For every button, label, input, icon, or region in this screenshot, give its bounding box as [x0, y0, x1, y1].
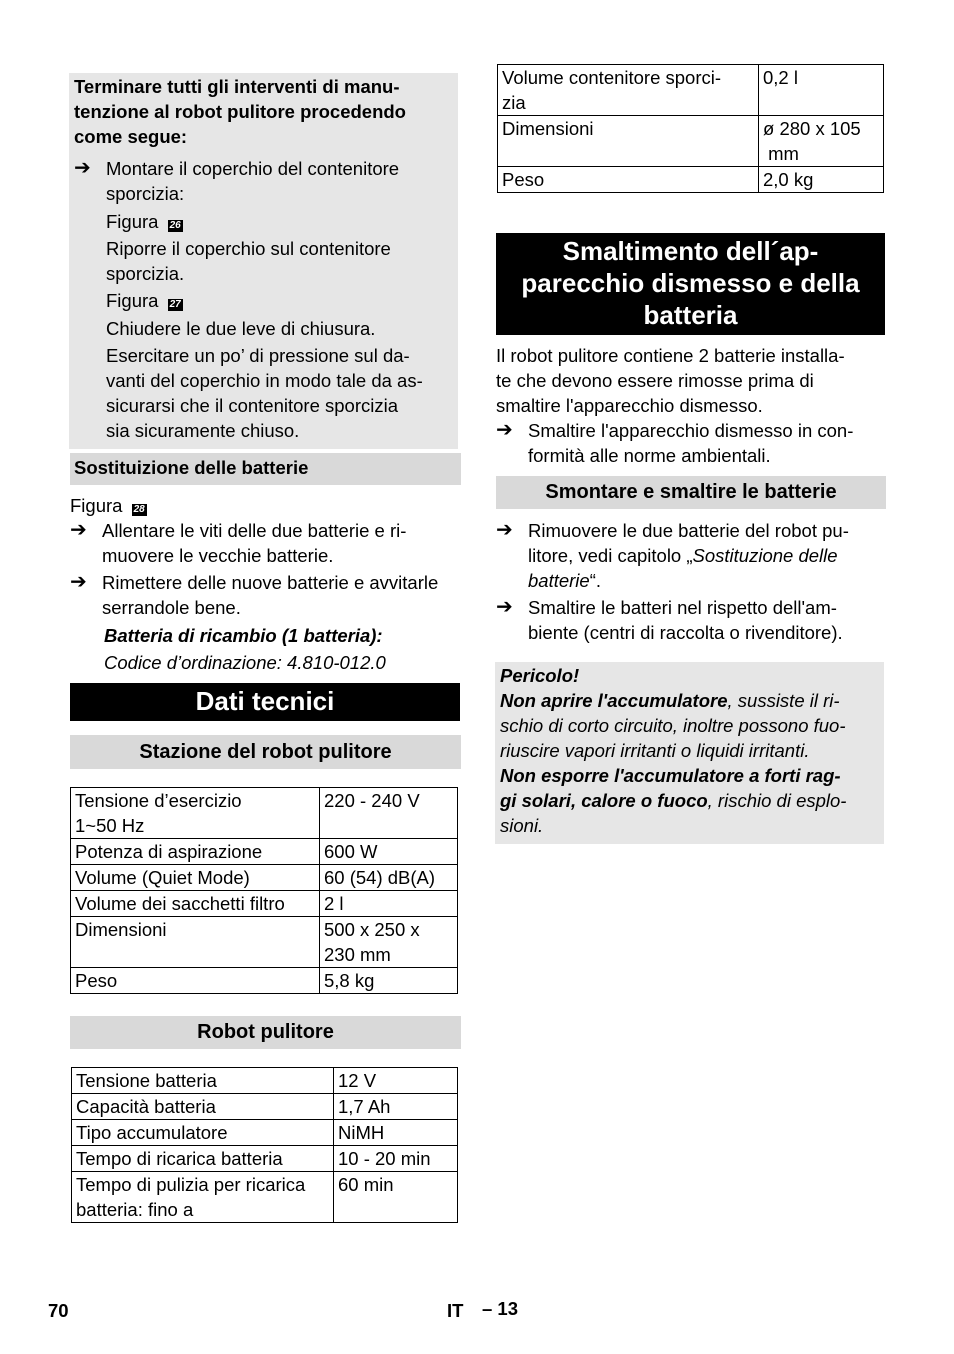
maintenance-step-2	[106, 236, 458, 286]
table-row	[498, 167, 884, 193]
text-line: smaltire l'apparecchio dismesso.	[496, 395, 763, 416]
cell-line: 230 mm	[324, 944, 391, 965]
figure-label: Figura	[106, 211, 159, 232]
text-line: vanti del coperchio in modo tale da as-	[106, 370, 423, 391]
text-line: Il robot pulitore contiene 2 batterie installa-	[496, 345, 845, 366]
cell-line: Tempo di pulizia per ricarica	[76, 1174, 306, 1195]
sub-page-number: – 13	[482, 1298, 519, 1319]
arrow-right-icon: ➔	[496, 519, 513, 541]
text-line: sporcizia:	[106, 183, 185, 204]
table-row	[498, 65, 884, 116]
arrow-right-icon: ➔	[496, 419, 513, 441]
text-span: , sussiste il ri-	[727, 690, 840, 711]
cell-line: 60 min	[338, 1174, 394, 1195]
spec-label-cell	[72, 1120, 334, 1146]
spec-label-cell	[71, 968, 320, 994]
maintenance-step-4	[106, 343, 458, 443]
cell-line: Tensione batteria	[76, 1070, 217, 1091]
spec-label-cell	[71, 917, 320, 968]
robot-heading: Robot pulitore	[70, 1016, 461, 1049]
figure-ref-28	[70, 493, 147, 518]
spec-value-cell	[334, 1120, 458, 1146]
text-line: sporcizia.	[106, 263, 185, 284]
table-row	[71, 839, 458, 865]
arrow-right-icon: ➔	[70, 571, 87, 593]
cell-line: Tempo di ricarica batteria	[76, 1148, 283, 1169]
warning-emphasis: Non aprire l'accumulatore	[500, 690, 728, 711]
order-code: Codice d’ordinazione: 4.810-012.0	[104, 652, 386, 673]
text-line: muovere le vecchie batterie.	[102, 545, 334, 566]
language-code: IT	[447, 1300, 464, 1321]
spare-battery-label: Batteria di ricambio (1 batteria):	[104, 625, 383, 646]
text-line: formità alle norme ambientali.	[528, 445, 771, 466]
chapter-reference: Sostituzione delle	[692, 545, 838, 566]
table-row	[71, 891, 458, 917]
text-line: serrandole bene.	[102, 597, 241, 618]
table-row	[72, 1172, 458, 1223]
text-line: Smaltire l'apparecchio dismesso in con-	[528, 420, 854, 441]
table-row	[71, 865, 458, 891]
cell-line: zia	[502, 92, 526, 113]
text-line: biente (centri di raccolta o rivenditore).	[528, 622, 843, 643]
maintenance-step-3: Chiudere le due leve di chiusura.	[106, 318, 376, 339]
cell-line: Peso	[502, 169, 545, 190]
spec-label-cell	[72, 1068, 334, 1094]
figure-ref-27	[106, 288, 183, 313]
cell-line: Potenza di aspirazione	[75, 841, 263, 862]
heading-line: batteria	[643, 300, 738, 330]
text-line	[500, 688, 884, 713]
cell-line: Tensione d’esercizio	[75, 790, 242, 811]
cell-line: 10 - 20 min	[338, 1148, 431, 1169]
arrow-right-icon: ➔	[496, 596, 513, 618]
chapter-reference: batterie	[528, 570, 590, 591]
cell-line: Dimensioni	[75, 919, 167, 940]
robot-spec-table	[71, 1067, 458, 1223]
spec-value-cell	[320, 968, 458, 994]
text-line	[500, 788, 884, 813]
robot-spec-table-cont	[497, 64, 884, 193]
spec-value-cell	[334, 1172, 458, 1223]
table-row	[498, 116, 884, 167]
battery-replace-heading: Sostituizione delle batterie	[70, 453, 461, 485]
cell-line: Volume dei sacchetti filtro	[75, 893, 285, 914]
cell-line: 500 x 250 x	[324, 919, 420, 940]
cell-line: 0,2 l	[763, 67, 798, 88]
text-line	[528, 568, 888, 593]
spec-value-cell	[759, 167, 884, 193]
maintenance-heading-line: Terminare tutti gli interventi di manu-	[74, 76, 400, 97]
cell-line: 2 l	[324, 893, 344, 914]
cell-line: ø 280 x 105	[763, 118, 861, 139]
figure-number-badge: 28	[133, 504, 145, 515]
spec-label-cell	[72, 1094, 334, 1120]
text-line: Rimettere delle nuove batterie e avvitarle	[102, 572, 439, 593]
table-row	[71, 968, 458, 994]
spec-value-cell	[320, 891, 458, 917]
cell-line: 600 W	[324, 841, 378, 862]
spec-value-cell	[334, 1146, 458, 1172]
figure-number-badge: 27	[169, 299, 181, 310]
text-line: sicurarsi che il contenitore sporcizia	[106, 395, 399, 416]
text-line: Esercitare un po’ di pressione sul da-	[106, 345, 410, 366]
cell-line: Tipo accumulatore	[76, 1122, 228, 1143]
text-span: “.	[589, 570, 602, 591]
spec-value-cell	[320, 788, 458, 839]
tech-data-heading: Dati tecnici	[70, 683, 460, 721]
cell-line: 60 (54) dB(A)	[324, 867, 436, 888]
cell-line: 5,8 kg	[324, 970, 375, 991]
spec-value-cell	[759, 65, 884, 116]
cell-line: 2,0 kg	[763, 169, 814, 190]
spec-label-cell	[71, 865, 320, 891]
spec-label-cell	[71, 839, 320, 865]
maintenance-heading-line: tenzione al robot pulitore procedendo	[74, 101, 406, 122]
table-row	[72, 1094, 458, 1120]
cell-line: Capacità batteria	[76, 1096, 216, 1117]
spec-label-cell	[71, 788, 320, 839]
spec-label-cell	[72, 1146, 334, 1172]
table-row	[72, 1120, 458, 1146]
cell-line: 1~50 Hz	[75, 815, 145, 836]
spec-value-cell	[320, 917, 458, 968]
spec-label-cell	[498, 65, 759, 116]
disposal-text	[496, 343, 888, 418]
arrow-right-icon: ➔	[74, 157, 91, 179]
cell-line: mm	[763, 143, 799, 164]
figure-number-badge: 26	[169, 220, 181, 231]
station-spec-table	[70, 787, 458, 994]
maintenance-heading-line: come segue:	[74, 126, 188, 147]
text-line: schio di corto circuito, inoltre possono fuo-	[500, 715, 846, 736]
cell-line: Volume (Quiet Mode)	[75, 867, 250, 888]
spec-value-cell	[320, 839, 458, 865]
danger-title: Pericolo!	[500, 665, 580, 686]
cell-line: Volume contenitore sporci-	[502, 67, 722, 88]
cell-line: 12 V	[338, 1070, 377, 1091]
cell-line: Peso	[75, 970, 118, 991]
spec-label-cell	[498, 167, 759, 193]
text-line: riuscire vapori irritanti o liquidi irritanti.	[500, 740, 810, 761]
figure-label: Figura	[70, 495, 123, 516]
spec-value-cell	[320, 865, 458, 891]
cell-line: NiMH	[338, 1122, 385, 1143]
text-span: litore, vedi capitolo „	[528, 545, 693, 566]
spec-value-cell	[334, 1068, 458, 1094]
spec-value-cell	[334, 1094, 458, 1120]
table-row	[72, 1146, 458, 1172]
heading-line: Smaltimento dell´ap-	[562, 236, 819, 266]
maintenance-heading	[74, 74, 458, 149]
text-line: sioni.	[500, 815, 544, 836]
table-row	[71, 788, 458, 839]
heading-line: parecchio dismesso e della	[521, 268, 860, 298]
cell-line: 220 - 240 V	[324, 790, 420, 811]
text-line: Riporre il coperchio sul contenitore	[106, 238, 391, 259]
figure-ref-26	[106, 209, 183, 234]
cell-line: batteria: fino a	[76, 1199, 194, 1220]
text-line: Montare il coperchio del contenitore	[106, 158, 400, 179]
text-line: te che devono essere rimosse prima di	[496, 370, 814, 391]
spec-label-cell	[72, 1172, 334, 1223]
warning-emphasis: gi solari, calore o fuoco	[500, 790, 708, 811]
remove-batteries-heading: Smontare e smaltire le batterie	[496, 476, 886, 509]
text-line: Rimuovere le due batterie del robot pu-	[528, 520, 849, 541]
warning-emphasis: Non esporre l'accumulatore a forti rag-	[500, 765, 841, 786]
figure-label: Figura	[106, 290, 159, 311]
cell-line: 1,7 Ah	[338, 1096, 391, 1117]
page-number: 70	[48, 1300, 69, 1321]
spec-label-cell	[71, 891, 320, 917]
danger-text	[500, 663, 884, 838]
cell-line: Dimensioni	[502, 118, 594, 139]
station-heading: Stazione del robot pulitore	[70, 735, 461, 769]
disposal-heading	[496, 233, 885, 335]
arrow-right-icon: ➔	[70, 519, 87, 541]
text-line	[528, 543, 888, 568]
table-row	[72, 1068, 458, 1094]
text-line: sia sicuramente chiuso.	[106, 420, 300, 441]
text-span: , rischio di esplo-	[707, 790, 847, 811]
spec-value-cell	[759, 116, 884, 167]
text-line: Smaltire le batteri nel rispetto dell'am-	[528, 597, 837, 618]
spec-label-cell	[498, 116, 759, 167]
table-row	[71, 917, 458, 968]
text-line: Allentare le viti delle due batterie e ri-	[102, 520, 407, 541]
